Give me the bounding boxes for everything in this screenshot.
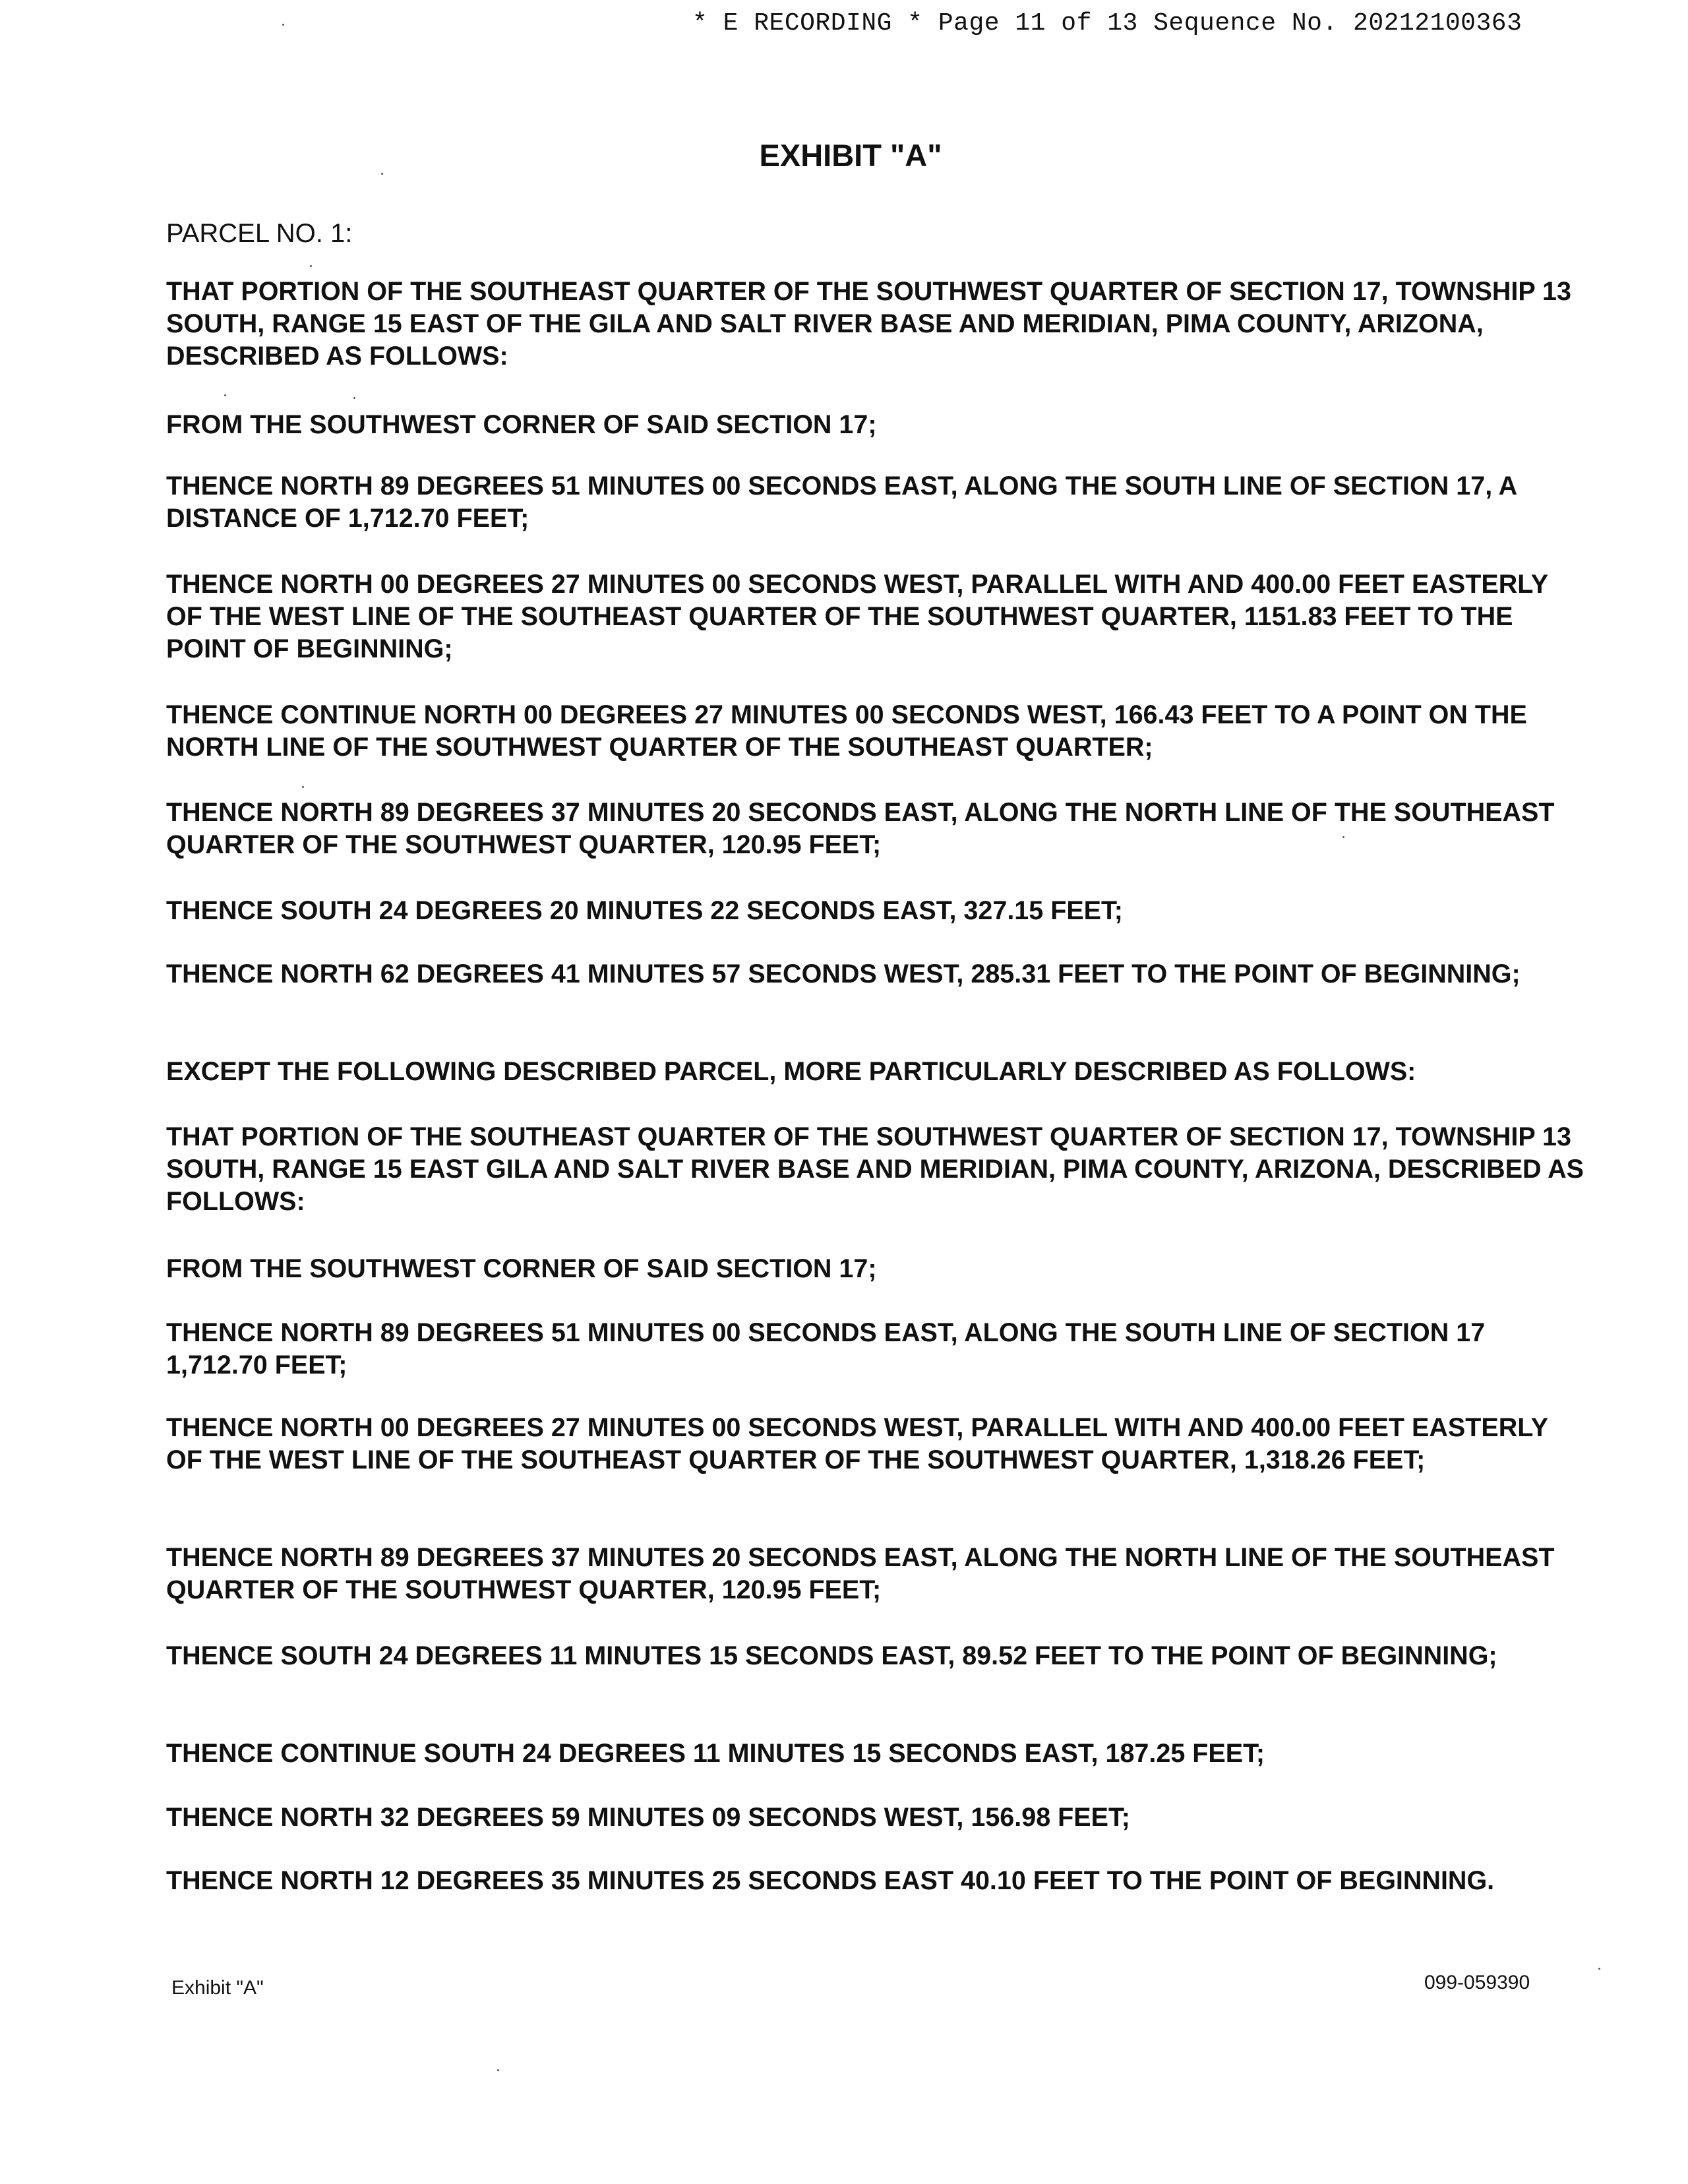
recording-header: * E RECORDING * Page 11 of 13 Sequence No. 20212100363 bbox=[692, 9, 1522, 38]
legal-description-paragraph: THENCE CONTINUE SOUTH 24 DEGREES 11 MINUTES 15 SECONDS EAST, 187.25 FEET; bbox=[166, 1739, 1265, 1768]
legal-description-paragraph: THENCE SOUTH 24 DEGREES 20 MINUTES 22 SECONDS EAST, 327.15 FEET; bbox=[166, 896, 1123, 925]
scan-speck bbox=[282, 24, 284, 26]
parcel-label: PARCEL NO. 1: bbox=[166, 219, 353, 248]
scan-speck bbox=[1598, 1968, 1600, 1970]
footer-document-number: 099-059390 bbox=[1424, 1972, 1530, 1993]
scan-speck bbox=[224, 394, 226, 396]
legal-description-paragraph: THENCE NORTH 89 DEGREES 51 MINUTES 00 SECONDS EAST, ALONG THE SOUTH LINE OF SECTION 17, A DISTANCE OF 1,712.70 FEET; bbox=[166, 471, 1517, 533]
scan-speck bbox=[497, 2069, 499, 2071]
footer-exhibit-label: Exhibit "A" bbox=[171, 1977, 264, 1999]
legal-description-paragraph: THENCE NORTH 89 DEGREES 37 MINUTES 20 SECONDS EAST, ALONG THE NORTH LINE OF THE SOUTHEAST QUARTER OF THE SOUTHWEST QUARTER, 120.95 FEET; bbox=[166, 798, 1555, 859]
legal-description-paragraph: THAT PORTION OF THE SOUTHEAST QUARTER OF THE SOUTHWEST QUARTER OF SECTION 17, TOWNSHIP 13 SOUTH, RANGE 15 EAST OF THE GILA AND SALT RIVER BASE AND MERIDIAN, PIMA COUNTY, ARIZONA, DESCRIBED AS FOLLOWS: bbox=[166, 277, 1571, 371]
legal-description-paragraph: THENCE CONTINUE NORTH 00 DEGREES 27 MINUTES 00 SECONDS WEST, 166.43 FEET TO A POINT ON THE NORTH LINE OF THE SOUTHWEST QUARTER OF THE SOUTHEAST QUARTER; bbox=[166, 700, 1527, 762]
legal-description-paragraph: EXCEPT THE FOLLOWING DESCRIBED PARCEL, MORE PARTICULARLY DESCRIBED AS FOLLOWS: bbox=[166, 1057, 1416, 1086]
legal-description-paragraph: THENCE SOUTH 24 DEGREES 11 MINUTES 15 SECONDS EAST, 89.52 FEET TO THE POINT OF BEGINNING; bbox=[166, 1641, 1497, 1670]
legal-description-paragraph: THENCE NORTH 00 DEGREES 27 MINUTES 00 SECONDS WEST, PARALLEL WITH AND 400.00 FEET EASTERLY OF THE WEST LINE OF THE SOUTHEAST QUARTER OF THE SOUTHWEST QUARTER, 1151.83 FEET TO THE POINT OF BEGINNING; bbox=[166, 570, 1548, 663]
legal-description-paragraph: THAT PORTION OF THE SOUTHEAST QUARTER OF THE SOUTHWEST QUARTER OF SECTION 17, TOWNSHIP 13 SOUTH, RANGE 15 EAST GILA AND SALT RIVER BASE AND MERIDIAN, PIMA COUNTY, ARIZONA, DESCRIBED AS FOLLOWS: bbox=[166, 1122, 1584, 1216]
scan-speck bbox=[353, 397, 355, 399]
legal-description-paragraph: THENCE NORTH 89 DEGREES 51 MINUTES 00 SECONDS EAST, ALONG THE SOUTH LINE OF SECTION 17 1,712.70 FEET; bbox=[166, 1318, 1486, 1380]
legal-description-paragraph: THENCE NORTH 12 DEGREES 35 MINUTES 25 SECONDS EAST 40.10 FEET TO THE POINT OF BEGINNING. bbox=[166, 1866, 1495, 1895]
legal-description-paragraph: THENCE NORTH 62 DEGREES 41 MINUTES 57 SECONDS WEST, 285.31 FEET TO THE POINT OF BEGINNING; bbox=[166, 959, 1521, 988]
legal-description-paragraph: FROM THE SOUTHWEST CORNER OF SAID SECTION 17; bbox=[166, 410, 877, 439]
legal-description-paragraph: THENCE NORTH 00 DEGREES 27 MINUTES 00 SECONDS WEST, PARALLEL WITH AND 400.00 FEET EASTERLY OF THE WEST LINE OF THE SOUTHEAST QUARTER OF THE SOUTHWEST QUARTER, 1,318.26 FEET; bbox=[166, 1413, 1548, 1474]
scan-speck bbox=[310, 265, 312, 267]
exhibit-title: EXHIBIT "A" bbox=[759, 138, 942, 173]
scan-speck bbox=[381, 173, 383, 175]
legal-description-paragraph: FROM THE SOUTHWEST CORNER OF SAID SECTION 17; bbox=[166, 1254, 877, 1283]
scan-speck bbox=[1342, 836, 1344, 838]
legal-description-paragraph: THENCE NORTH 89 DEGREES 37 MINUTES 20 SECONDS EAST, ALONG THE NORTH LINE OF THE SOUTHEAST QUARTER OF THE SOUTHWEST QUARTER, 120.95 FEET; bbox=[166, 1543, 1555, 1604]
legal-description-paragraph: THENCE NORTH 32 DEGREES 59 MINUTES 09 SECONDS WEST, 156.98 FEET; bbox=[166, 1803, 1130, 1832]
scan-speck bbox=[302, 786, 304, 788]
